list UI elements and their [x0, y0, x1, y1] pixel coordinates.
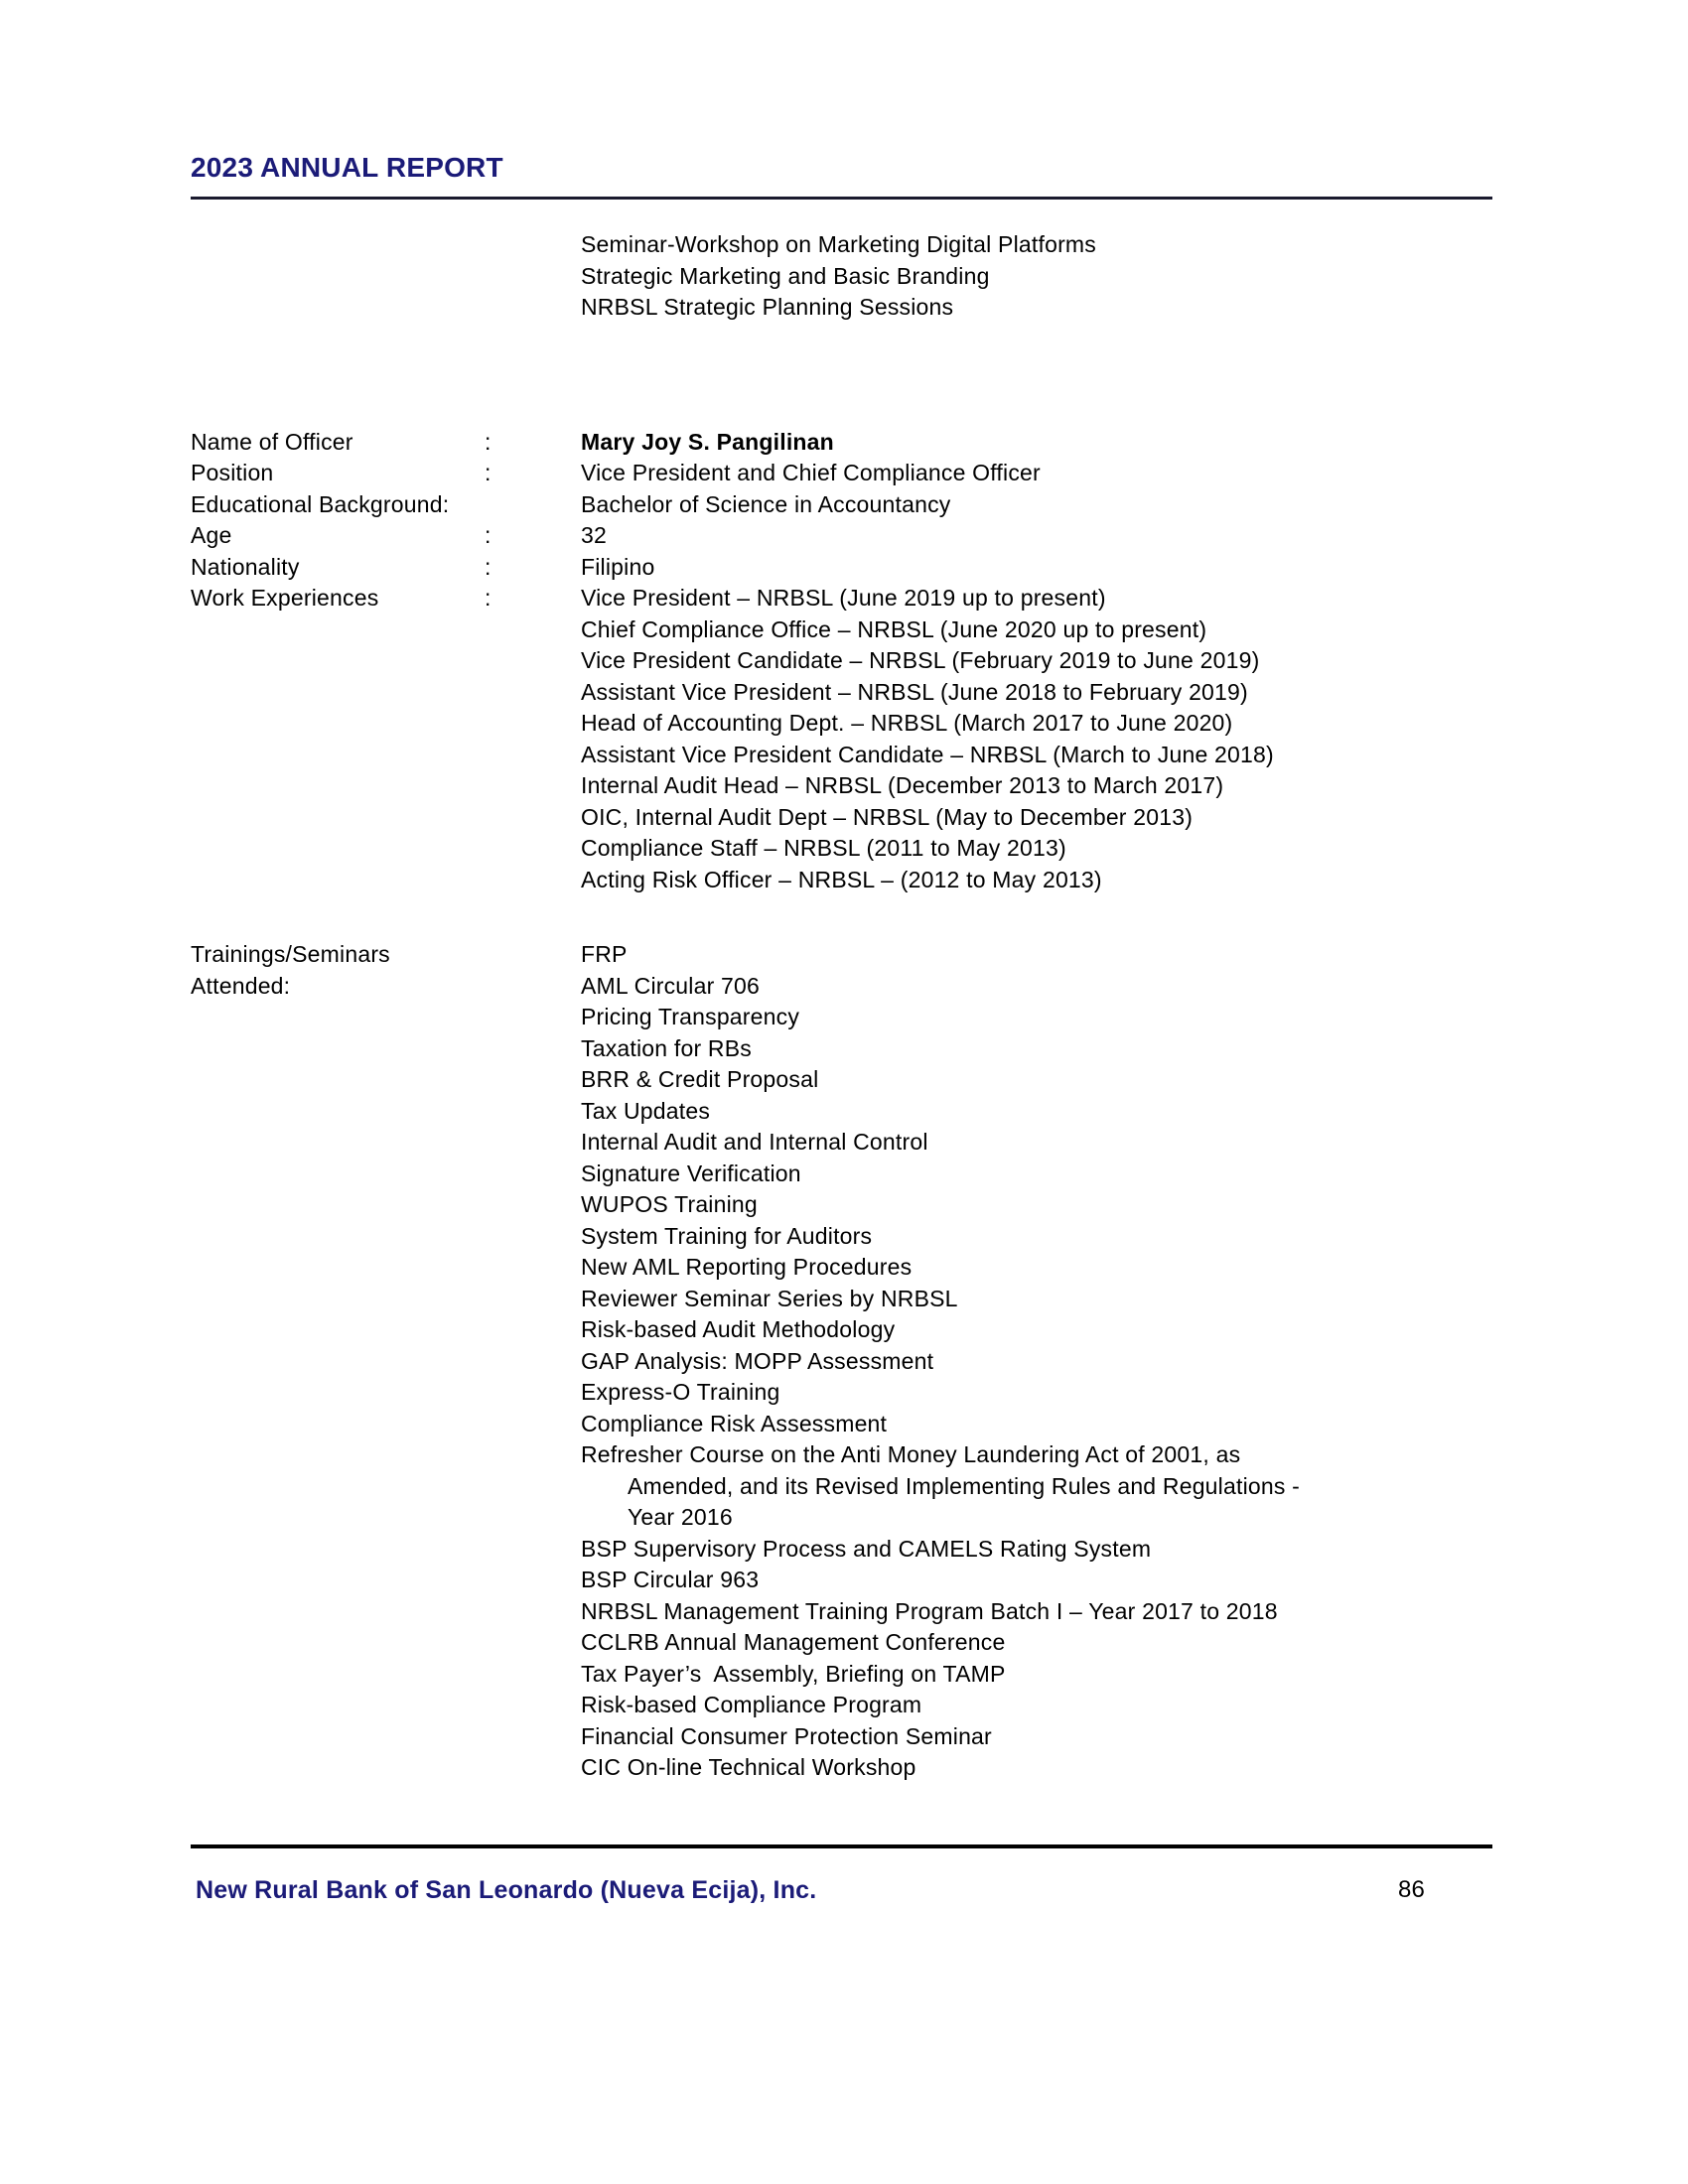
training-line: NRBSL Management Training Program Batch I – Year 2017 to 2018 [581, 1597, 1278, 1624]
training-line: GAP Analysis: MOPP Assessment [581, 1347, 934, 1374]
training-line: BRR & Credit Proposal [581, 1066, 819, 1092]
carryover-training-line: Seminar-Workshop on Marketing Digital Platforms [581, 231, 1096, 257]
training-line: Internal Audit and Internal Control [581, 1129, 928, 1155]
training-line: Risk-based Compliance Program [581, 1692, 922, 1717]
label-nationality: Nationality [191, 553, 300, 580]
training-line: Refresher Course on the Anti Money Laundering Act of 2001, as [581, 1441, 1241, 1467]
row-educational-background [191, 489, 1501, 521]
trainings-list [581, 939, 1501, 1784]
training-line: System Training for Auditors [581, 1222, 873, 1249]
training-line: WUPOS Training [581, 1191, 758, 1217]
work-experiences-list [581, 583, 1501, 895]
work-experience-line: Internal Audit Head – NRBSL (December 2013 to March 2017) [581, 772, 1224, 798]
work-experience-line: Chief Compliance Office – NRBSL (June 2020 up to present) [581, 615, 1207, 642]
carryover-trainings-list [581, 229, 1501, 324]
footer-rule [191, 1844, 1492, 1848]
row-position [191, 458, 1501, 489]
label-name-of-officer: Name of Officer [191, 428, 353, 455]
training-line: Year 2016 [628, 1504, 733, 1530]
colon-separator: : [485, 522, 492, 548]
footer-company-name: New Rural Bank of San Leonardo (Nueva Ecija), Inc. [196, 1876, 817, 1904]
training-line: Risk-based Audit Methodology [581, 1316, 896, 1342]
training-line: CCLRB Annual Management Conference [581, 1629, 1006, 1655]
training-line: New AML Reporting Procedures [581, 1254, 913, 1280]
training-line: Pricing Transparency [581, 1004, 800, 1029]
header-rule [191, 197, 1492, 200]
training-line: Express-O Training [581, 1379, 780, 1405]
training-line: Tax Updates [581, 1097, 711, 1124]
work-experience-line: Vice President – NRBSL (June 2019 up to present) [581, 585, 1106, 611]
colon-separator: : [485, 428, 492, 455]
label-position: Position [191, 460, 274, 485]
officer-profile [191, 427, 1501, 1784]
row-work-experiences [191, 583, 1501, 895]
training-line: Amended, and its Revised Implementing Rules and Regulations - [628, 1472, 1301, 1499]
work-experience-line: Head of Accounting Dept. – NRBSL (March 2017 to June 2020) [581, 710, 1233, 736]
training-line: Tax Payer’s Assembly, Briefing on TAMP [581, 1660, 1006, 1687]
page-header-title: 2023 ANNUAL REPORT [191, 152, 503, 183]
training-line: BSP Circular 963 [581, 1567, 760, 1592]
training-line: Reviewer Seminar Series by NRBSL [581, 1285, 958, 1311]
label-trainings-seminars: Trainings/Seminars Attended: [191, 941, 390, 999]
work-experience-line: Assistant Vice President Candidate – NRBSL (March to June 2018) [581, 741, 1274, 767]
training-line: Financial Consumer Protection Seminar [581, 1722, 992, 1749]
carryover-training-line: Strategic Marketing and Basic Branding [581, 262, 990, 289]
colon-separator: : [485, 553, 492, 580]
training-line: FRP [581, 941, 628, 967]
label-age: Age [191, 522, 232, 548]
training-line: BSP Supervisory Process and CAMELS Rating System [581, 1535, 1152, 1562]
footer-page-number: 86 [1398, 1876, 1426, 1903]
row-nationality [191, 552, 1501, 584]
colon-separator: : [485, 460, 492, 485]
page-content [191, 229, 1501, 1784]
training-line: Compliance Risk Assessment [581, 1410, 888, 1436]
work-experience-line: OIC, Internal Audit Dept – NRBSL (May to December 2013) [581, 803, 1194, 830]
row-trainings-seminars [191, 939, 1501, 1784]
work-experience-line: Compliance Staff – NRBSL (2011 to May 2013) [581, 835, 1066, 861]
value-age: 32 [581, 522, 607, 548]
label-work-experiences: Work Experiences [191, 585, 379, 611]
row-name-of-officer [191, 427, 1501, 459]
row-age [191, 520, 1501, 552]
colon-separator: : [485, 585, 492, 611]
work-experience-line: Acting Risk Officer – NRBSL – (2012 to May 2013) [581, 866, 1102, 892]
work-experience-line: Vice President Candidate – NRBSL (February 2019 to June 2019) [581, 647, 1260, 673]
value-position: Vice President and Chief Compliance Officer [581, 460, 1041, 485]
label-educational-background: Educational Background: [191, 490, 450, 517]
section-gap [191, 895, 1501, 939]
value-nationality: Filipino [581, 553, 655, 580]
training-line: AML Circular 706 [581, 972, 761, 999]
training-line: Taxation for RBs [581, 1034, 752, 1061]
training-line: Signature Verification [581, 1160, 801, 1186]
carryover-training-line: NRBSL Strategic Planning Sessions [581, 294, 954, 320]
value-educational-background: Bachelor of Science in Accountancy [581, 490, 951, 517]
training-line: CIC On-line Technical Workshop [581, 1754, 916, 1780]
value-officer-name: Mary Joy S. Pangilinan [581, 428, 834, 455]
work-experience-line: Assistant Vice President – NRBSL (June 2018 to February 2019) [581, 678, 1248, 705]
